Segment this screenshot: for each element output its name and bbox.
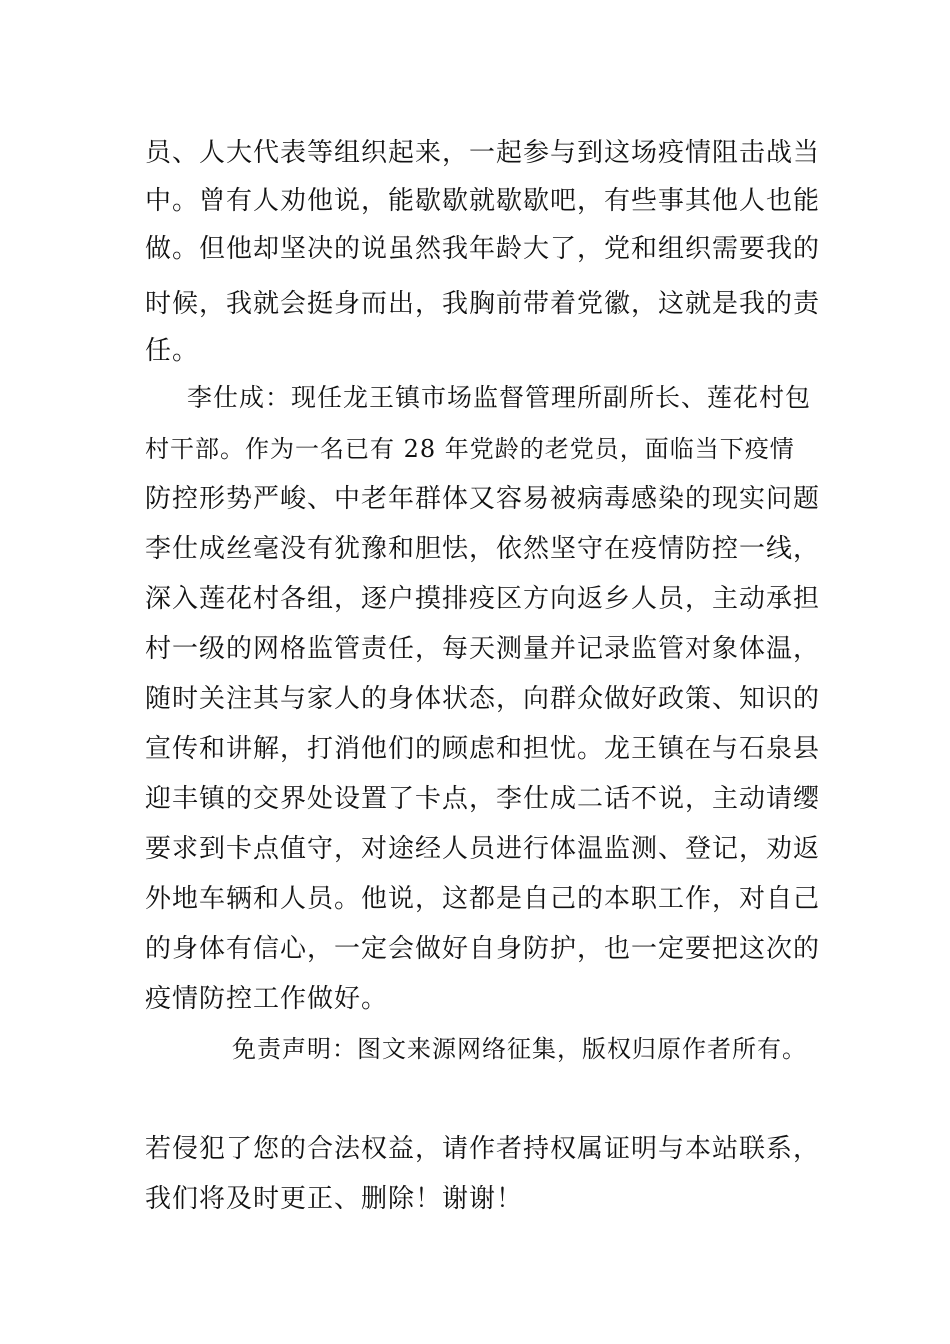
- text-line: 深入莲花村各组，逐户摸排疫区方向返乡人员，主动承担: [145, 584, 821, 614]
- text-line: 中。曾有人劝他说，能歇歇就歇歇吧，有些事其他人也能: [145, 186, 821, 216]
- text-line: 做。但他却坚决的说虽然我年龄大了，党和组织需要我的: [145, 234, 821, 264]
- text-line: 李仕成丝毫没有犹豫和胆怯，依然坚守在疫情防控一线，: [145, 534, 821, 564]
- infringement-notice-line: 我们将及时更正、删除！谢谢！: [145, 1184, 524, 1214]
- text-line: 时候，我就会挺身而出，我胸前带着党徽，这就是我的责: [145, 289, 821, 319]
- text-line: 员、人大代表等组织起来，一起参与到这场疫情阻击战当: [145, 138, 821, 168]
- disclaimer-text: 免责声明：图文来源网络征集，版权归原作者所有。: [232, 1035, 807, 1063]
- text-line: 迎丰镇的交界处设置了卡点，李仕成二话不说，主动请缨: [145, 784, 821, 814]
- text-line: 防控形势严峻、中老年群体又容易被病毒感染的现实问题: [145, 484, 821, 514]
- text-line: 村一级的网格监管责任，每天测量并记录监管对象体温，: [145, 634, 821, 664]
- text-line: 外地车辆和人员。他说，这都是自己的本职工作，对自己: [145, 884, 821, 914]
- text-line: 的身体有信心，一定会做好自身防护，也一定要把这次的: [145, 934, 821, 964]
- text-line: 村干部。作为一名已有 28 年党龄的老党员，面临当下疫情: [145, 435, 795, 463]
- text-line: 随时关注其与家人的身体状态，向群众做好政策、知识的: [145, 684, 821, 714]
- text-line: 疫情防控工作做好。: [145, 984, 389, 1014]
- infringement-notice-line: 若侵犯了您的合法权益，请作者持权属证明与本站联系，: [145, 1134, 821, 1164]
- text-line: 要求到卡点值守，对途经人员进行体温监测、登记，劝返: [145, 834, 821, 864]
- text-line: 任。: [145, 336, 200, 366]
- text-line: 宣传和讲解，打消他们的顾虑和担忧。龙王镇在与石泉县: [145, 734, 821, 764]
- text-line: 李仕成：现任龙王镇市场监督管理所副所长、莲花村包: [187, 383, 812, 412]
